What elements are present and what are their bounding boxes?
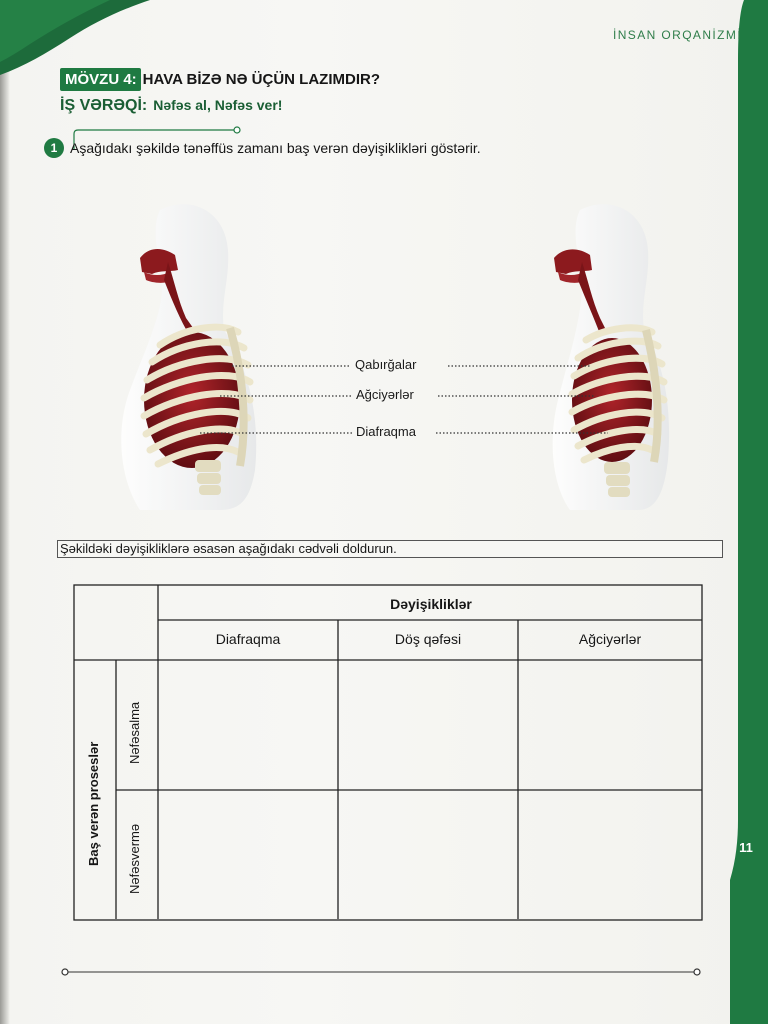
figure-exhalation bbox=[553, 204, 669, 510]
column-header-diaphragm: Diafraqma bbox=[215, 631, 281, 647]
column-header-chest: Döş qəfəsi bbox=[394, 631, 462, 647]
page-number: 11 bbox=[739, 840, 753, 855]
respiration-illustration bbox=[120, 200, 680, 510]
figure-inhalation bbox=[121, 204, 256, 510]
table-instruction: Şəkildəki dəyişikliklərə əsasən aşağıdakı cədvəli doldurun. bbox=[57, 540, 723, 558]
page-binding-shadow bbox=[0, 0, 10, 1024]
row-label-exhalation: Nəfəsvermə bbox=[127, 823, 142, 894]
task-text: Aşağıdakı şəkildə tənəffüs zamanı baş verən dəyişiklikləri göstərir. bbox=[70, 140, 481, 156]
chapter-side-band bbox=[730, 0, 768, 1024]
worksheet-heading bbox=[60, 97, 282, 115]
topic-heading bbox=[60, 66, 380, 92]
label-lungs: Ağciyərlər bbox=[356, 387, 414, 402]
table-group-header: Dəyişikliklər bbox=[390, 596, 472, 612]
bottom-divider bbox=[60, 966, 710, 980]
topic-badge: MÖVZU 4: bbox=[60, 68, 141, 91]
column-header-lungs: Ağciyərlər bbox=[578, 631, 642, 647]
row-group-label: Baş verən proseslər bbox=[86, 741, 101, 866]
row-label-inhalation: Nəfəsalma bbox=[127, 701, 142, 764]
section-title: İNSAN ORQANİZMİ bbox=[612, 28, 742, 42]
worksheet-subtitle: Nəfəs al, Nəfəs ver! bbox=[153, 97, 283, 113]
label-ribs: Qabırğalar bbox=[355, 357, 417, 372]
topic-title: HAVA BİZƏ NƏ ÜÇÜN LAZIMDIR? bbox=[142, 70, 380, 88]
task-number-badge: 1 bbox=[44, 138, 64, 158]
task-row bbox=[44, 138, 481, 158]
label-diaphragm: Diafraqma bbox=[356, 424, 416, 439]
worksheet-label: İŞ VƏRƏQİ: bbox=[60, 97, 148, 114]
corner-decoration bbox=[0, 0, 150, 75]
